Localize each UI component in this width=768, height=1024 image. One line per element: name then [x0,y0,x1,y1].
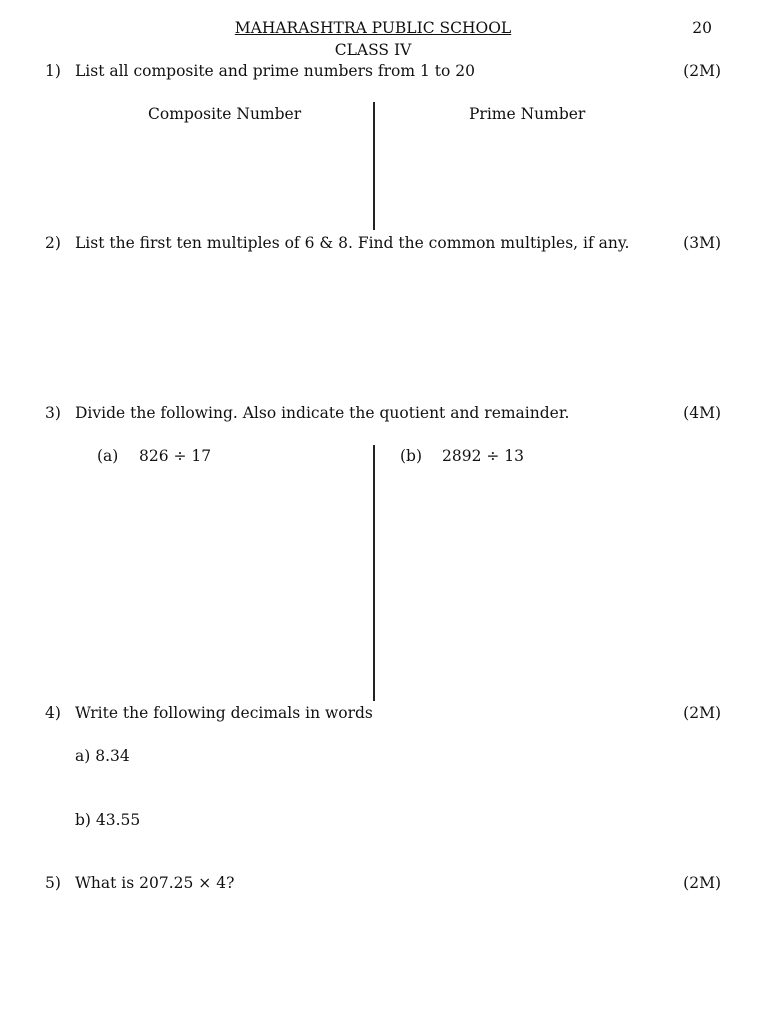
question-3-number: 3) [45,404,61,422]
question-3-text: Divide the following. Also indicate the quotient and remainder. [75,404,570,422]
part-b-expression: 2892 ÷ 13 [442,447,525,465]
part-b-label: (b) [400,447,423,465]
question-5-marks: (2M) [683,874,721,892]
school-name: MAHARASHTRA PUBLIC SCHOOL [234,19,512,37]
question-2-text: List the first ten multiples of 6 & 8. Find the common multiples, if any. [75,234,630,252]
question-4-text: Write the following decimals in words [75,704,373,722]
question-4-marks: (2M) [683,704,721,722]
question-1-text: List all composite and prime numbers from 1 to 20 [75,62,475,80]
column-divider-1 [373,102,375,230]
decimal-item-b: b) 43.55 [75,811,141,829]
question-3-marks: (4M) [683,404,721,422]
part-a-label: (a) [97,447,119,465]
class-title: CLASS IV [334,41,412,59]
part-a-expression: 826 ÷ 17 [139,447,212,465]
question-4-number: 4) [45,704,61,722]
prime-column-header: Prime Number [469,105,586,123]
question-2-number: 2) [45,234,61,252]
question-1-marks: (2M) [683,62,721,80]
question-1-number: 1) [45,62,61,80]
column-divider-3 [373,445,375,701]
question-5-text: What is 207.25 × 4? [75,874,235,892]
total-marks: 20 [692,19,712,37]
decimal-item-a: a) 8.34 [75,747,130,765]
question-5-number: 5) [45,874,61,892]
question-2-marks: (3M) [683,234,721,252]
composite-column-header: Composite Number [148,105,302,123]
